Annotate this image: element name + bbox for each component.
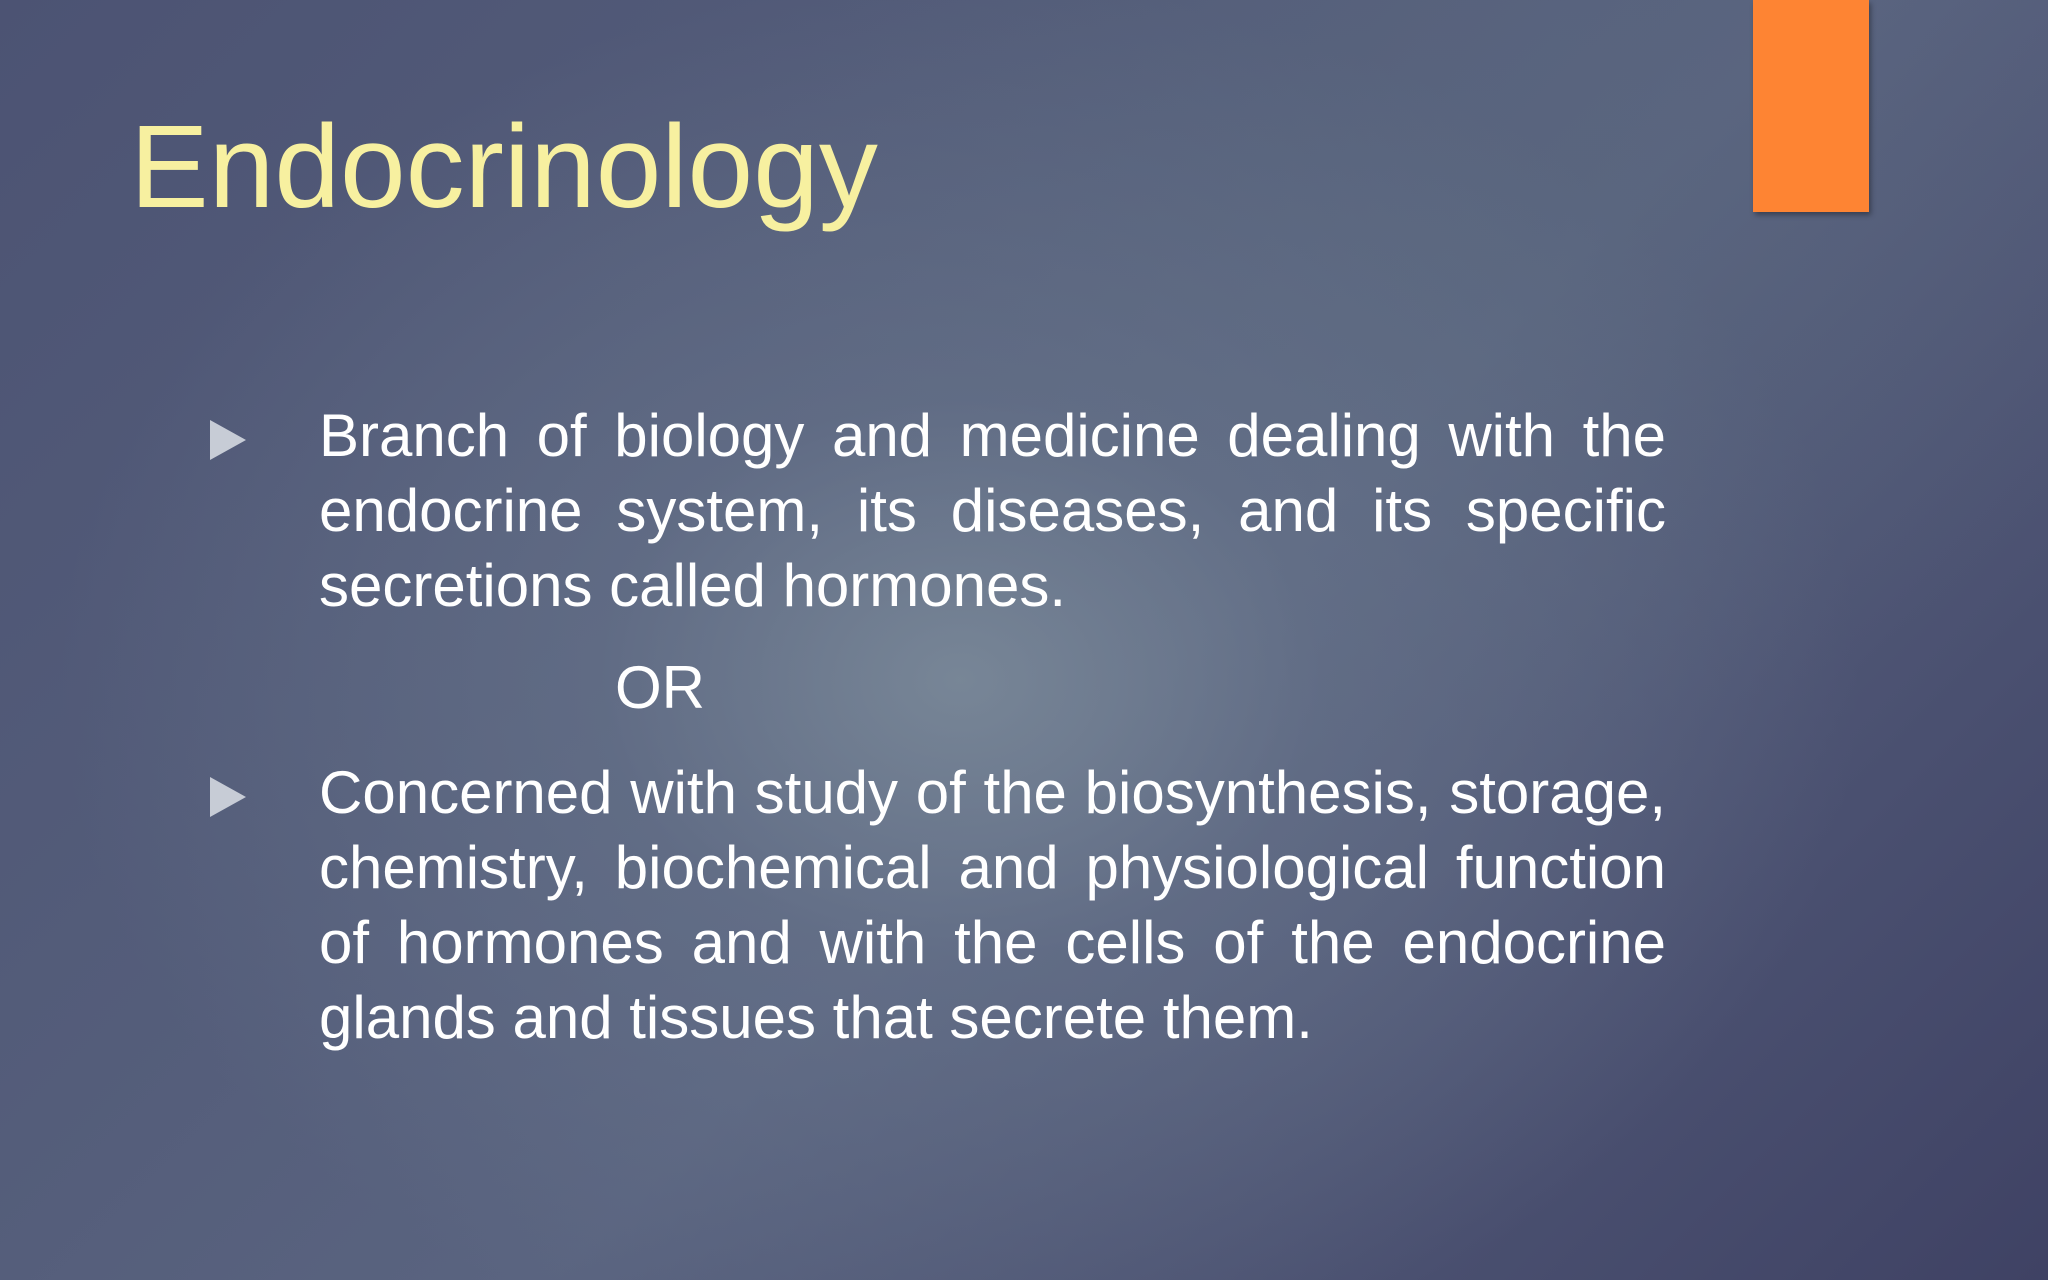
- orange-accent-bar: [1753, 0, 1869, 212]
- triangle-right-icon: [210, 777, 246, 817]
- bullet-text-1: Branch of biology and medicine dealing with the endocrine system, its diseases, and its specific secretions called hormones.: [319, 402, 1666, 619]
- bullet-text-2: Concerned with study of the biosynthesis, storage, chemistry, biochemical and physiological function of hormones and with the cells of the endocrine glands and tissues that secrete them.: [319, 759, 1666, 1051]
- bullet-item-1: [210, 398, 1666, 623]
- or-separator: OR: [615, 654, 705, 721]
- triangle-right-icon: [210, 420, 246, 460]
- slide-title: Endocrinology: [130, 101, 878, 233]
- bullet-item-2: [210, 755, 1666, 1055]
